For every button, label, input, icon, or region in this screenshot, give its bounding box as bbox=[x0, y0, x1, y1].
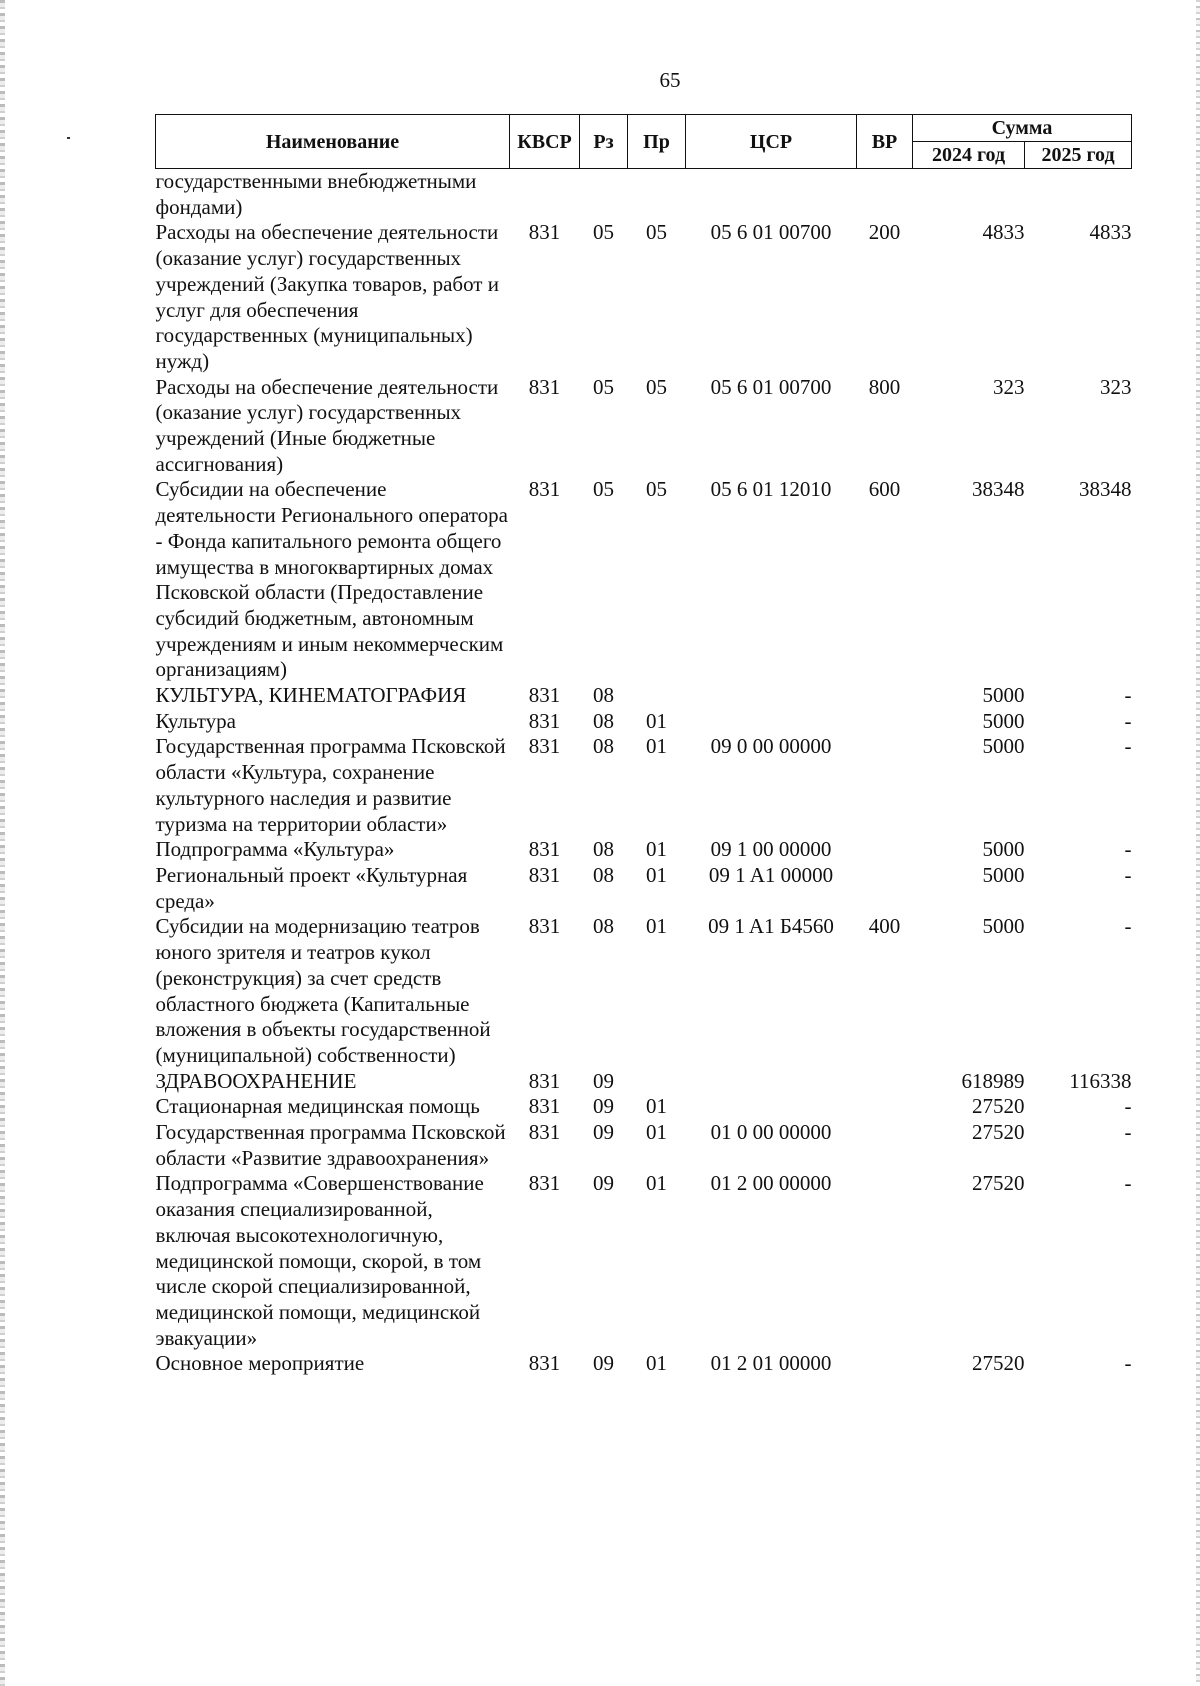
cell-pr: 05 bbox=[646, 477, 667, 502]
cell-rz: 09 bbox=[593, 1351, 614, 1376]
cell-csr: 01 0 00 00000 bbox=[710, 1120, 832, 1145]
cell-csr: 09 1 00 00000 bbox=[710, 837, 832, 862]
cell-name: Подпрограмма «Совершенствование оказания специализированной, включая высокотехнологичную, медицинской помощи, скорой, в том числе скорой специализированной, медицинской помощи, медицинской эвакуации» bbox=[155, 1171, 484, 1350]
cell-2025: 323 bbox=[1100, 374, 1132, 399]
cell-csr bbox=[686, 169, 857, 221]
cell-name: Региональный проект «Культурная среда» bbox=[155, 862, 468, 913]
header-csr: ЦСР bbox=[686, 115, 857, 169]
cell-csr: 09 0 00 00000 bbox=[710, 734, 832, 759]
cell-pr: 01 bbox=[646, 734, 667, 759]
cell-2024 bbox=[913, 169, 1025, 221]
cell-kvsr: 831 bbox=[528, 1120, 561, 1145]
header-name: Наименование bbox=[156, 115, 510, 169]
cell-kvsr: 831 bbox=[528, 914, 561, 939]
cell-2025: 4833 bbox=[1089, 220, 1132, 245]
cell-name: КУЛЬТУРА, КИНЕМАТОГРАФИЯ bbox=[155, 683, 467, 708]
table-row bbox=[156, 683, 1132, 709]
cell-2024: 5000 bbox=[982, 862, 1025, 887]
cell-pr bbox=[628, 1069, 686, 1095]
cell-vr: 400 bbox=[868, 914, 901, 939]
cell-csr: 01 2 00 00000 bbox=[710, 1171, 832, 1196]
cell-name: государственными внебюджетными фондами) bbox=[155, 169, 477, 219]
cell-vr bbox=[857, 169, 913, 221]
cell-name: Расходы на обеспечение деятельности (оказание услуг) государственных учреждений (Иные бюджетные ассигнования) bbox=[155, 374, 499, 476]
cell-name: ЗДРАВООХРАНЕНИЕ bbox=[155, 1068, 357, 1093]
cell-2025: - bbox=[1124, 1171, 1132, 1196]
cell-kvsr: 831 bbox=[528, 1068, 561, 1093]
page-number: 65 bbox=[659, 68, 681, 92]
table-row bbox=[156, 220, 1132, 374]
cell-pr: 01 bbox=[646, 837, 667, 862]
table-row bbox=[156, 709, 1132, 735]
cell-kvsr: 831 bbox=[528, 477, 561, 502]
cell-kvsr: 831 bbox=[528, 837, 561, 862]
cell-2025: 38348 bbox=[1079, 477, 1132, 502]
cell-name: Субсидии на обеспечение деятельности Регионального оператора - Фонда капитального ремонта общего имущества в многоквартирных домах Псковской области (Предоставление субсидий бюджетным, автономным учреждениям и иным некоммерческим организациям) bbox=[155, 477, 508, 682]
header-2025: 2025 год bbox=[1025, 142, 1132, 169]
cell-kvsr: 831 bbox=[528, 1171, 561, 1196]
cell-2024: 5000 bbox=[982, 914, 1025, 939]
cell-2024: 5000 bbox=[982, 683, 1025, 708]
cell-csr bbox=[686, 1069, 857, 1095]
table-body bbox=[156, 169, 1132, 1378]
table-row bbox=[156, 375, 1132, 478]
cell-rz: 09 bbox=[593, 1068, 614, 1093]
cell-2025: - bbox=[1124, 914, 1132, 939]
cell-csr bbox=[686, 683, 857, 709]
cell-kvsr: 831 bbox=[528, 1094, 561, 1119]
cell-vr bbox=[857, 863, 913, 914]
cell-pr: 01 bbox=[646, 1094, 667, 1119]
cell-kvsr: 831 bbox=[528, 374, 561, 399]
cell-kvsr: 831 bbox=[528, 1351, 561, 1376]
cell-vr bbox=[857, 1069, 913, 1095]
header-sum: Сумма bbox=[913, 115, 1132, 142]
cell-csr: 05 6 01 12010 bbox=[710, 477, 832, 502]
cell-2024: 27520 bbox=[972, 1171, 1025, 1196]
cell-2024: 27520 bbox=[972, 1120, 1025, 1145]
cell-name: Расходы на обеспечение деятельности (оказание услуг) государственных учреждений (Закупка товаров, работ и услуг для обеспечения государственных (муниципальных) нужд) bbox=[155, 220, 499, 373]
cell-2025: 116338 bbox=[1069, 1068, 1132, 1093]
cell-2025: - bbox=[1124, 708, 1132, 733]
cell-2024: 5000 bbox=[982, 837, 1025, 862]
cell-2025: - bbox=[1124, 837, 1132, 862]
cell-2024: 38348 bbox=[972, 477, 1025, 502]
table-row bbox=[156, 1069, 1132, 1095]
cell-kvsr: 831 bbox=[528, 220, 561, 245]
cell-csr: 01 2 01 00000 bbox=[710, 1351, 832, 1376]
cell-pr bbox=[628, 683, 686, 709]
cell-2024: 27520 bbox=[972, 1094, 1025, 1119]
cell-2025: - bbox=[1124, 862, 1132, 887]
cell-name: Стационарная медицинская помощь bbox=[155, 1094, 480, 1119]
table-header bbox=[156, 115, 1132, 169]
cell-2025: - bbox=[1124, 734, 1132, 759]
cell-rz: 08 bbox=[593, 914, 614, 939]
cell-2025: - bbox=[1124, 683, 1132, 708]
cell-2024: 323 bbox=[993, 374, 1025, 399]
table-row bbox=[156, 1351, 1132, 1377]
cell-2025: - bbox=[1124, 1120, 1132, 1145]
cell-vr bbox=[857, 734, 913, 837]
cell-vr bbox=[857, 1351, 913, 1377]
cell-vr bbox=[857, 683, 913, 709]
cell-rz: 09 bbox=[593, 1120, 614, 1145]
table-row bbox=[156, 1120, 1132, 1171]
budget-table bbox=[155, 114, 1132, 1377]
header-rz: Рз bbox=[580, 115, 628, 169]
cell-kvsr: 831 bbox=[528, 734, 561, 759]
cell-rz: 09 bbox=[593, 1094, 614, 1119]
cell-name: Основное мероприятие bbox=[155, 1351, 365, 1376]
cell-csr: 09 1 A1 00000 bbox=[708, 862, 834, 887]
header-pr: Пр bbox=[628, 115, 686, 169]
cell-name: Государственная программа Псковской области «Культура, сохранение культурного наследия и развитие туризма на территории области» bbox=[155, 734, 506, 836]
cell-kvsr: 831 bbox=[528, 683, 561, 708]
cell-pr: 05 bbox=[646, 374, 667, 399]
cell-kvsr: 831 bbox=[528, 862, 561, 887]
cell-pr: 01 bbox=[646, 1351, 667, 1376]
cell-vr bbox=[857, 1171, 913, 1351]
cell-vr: 600 bbox=[868, 477, 901, 502]
table-row bbox=[156, 1171, 1132, 1351]
cell-rz bbox=[580, 169, 628, 221]
table-row bbox=[156, 169, 1132, 221]
header-vr: ВР bbox=[857, 115, 913, 169]
cell-rz: 09 bbox=[593, 1171, 614, 1196]
cell-name: Подпрограмма «Культура» bbox=[155, 837, 395, 862]
cell-pr: 01 bbox=[646, 1120, 667, 1145]
table-row bbox=[156, 914, 1132, 1068]
cell-rz: 05 bbox=[593, 477, 614, 502]
cell-csr: 09 1 A1 Б4560 bbox=[708, 914, 834, 939]
cell-2024: 618989 bbox=[961, 1068, 1025, 1093]
cell-csr bbox=[686, 709, 857, 735]
cell-2025: - bbox=[1124, 1351, 1132, 1376]
cell-2024: 27520 bbox=[972, 1351, 1025, 1376]
cell-2024: 4833 bbox=[982, 220, 1025, 245]
cell-vr: 200 bbox=[868, 220, 901, 245]
scan-edge-left bbox=[0, 0, 5, 1686]
cell-pr: 01 bbox=[646, 1171, 667, 1196]
cell-vr bbox=[857, 1120, 913, 1171]
cell-vr: 800 bbox=[868, 374, 901, 399]
cell-name: Культура bbox=[155, 708, 236, 733]
cell-rz: 05 bbox=[593, 220, 614, 245]
table-row bbox=[156, 734, 1132, 837]
cell-pr: 01 bbox=[646, 862, 667, 887]
cell-csr bbox=[686, 1094, 857, 1120]
cell-rz: 08 bbox=[593, 708, 614, 733]
cell-vr bbox=[857, 709, 913, 735]
cell-kvsr: 831 bbox=[528, 708, 561, 733]
scan-edge-right bbox=[1196, 0, 1200, 1686]
cell-vr bbox=[857, 837, 913, 863]
cell-pr: 01 bbox=[646, 914, 667, 939]
cell-rz: 08 bbox=[593, 862, 614, 887]
cell-name: Субсидии на модернизацию театров юного зрителя и театров кукол (реконструкция) за счет средств областного бюджета (Капитальные вложения в объекты государственной (муниципальной) собственности) bbox=[155, 914, 491, 1067]
header-kvsr: КВСР bbox=[510, 115, 580, 169]
cell-csr: 05 6 01 00700 bbox=[710, 374, 832, 399]
cell-2024: 5000 bbox=[982, 734, 1025, 759]
cell-pr bbox=[628, 169, 686, 221]
cell-name: Государственная программа Псковской области «Развитие здравоохранения» bbox=[155, 1120, 506, 1170]
cell-rz: 08 bbox=[593, 837, 614, 862]
table-row bbox=[156, 477, 1132, 683]
cell-rz: 08 bbox=[593, 734, 614, 759]
stray-mark bbox=[67, 137, 70, 139]
table-row bbox=[156, 1094, 1132, 1120]
table-row bbox=[156, 863, 1132, 914]
cell-rz: 08 bbox=[593, 683, 614, 708]
header-2024: 2024 год bbox=[913, 142, 1025, 169]
cell-2024: 5000 bbox=[982, 708, 1025, 733]
cell-rz: 05 bbox=[593, 374, 614, 399]
cell-pr: 01 bbox=[646, 708, 667, 733]
cell-vr bbox=[857, 1094, 913, 1120]
cell-2025: - bbox=[1124, 1094, 1132, 1119]
cell-kvsr bbox=[510, 169, 580, 221]
cell-pr: 05 bbox=[646, 220, 667, 245]
cell-csr: 05 6 01 00700 bbox=[710, 220, 832, 245]
table-row bbox=[156, 837, 1132, 863]
cell-2025 bbox=[1025, 169, 1132, 221]
